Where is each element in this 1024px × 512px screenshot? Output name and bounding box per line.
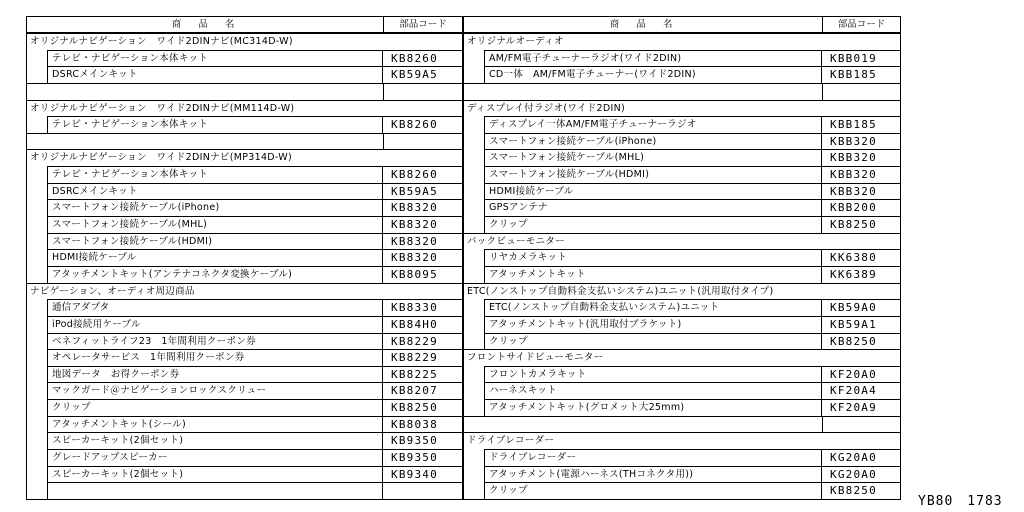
part-code-cell: KB8225 (383, 366, 463, 383)
part-code-cell: KF20A9 (822, 399, 901, 416)
category-label: オリジナルナビゲーション ワイド2DINナビ(MC314D-W) (30, 36, 293, 47)
part-code-cell: KB8207 (383, 382, 463, 399)
table-row (464, 116, 901, 133)
product-name-cell: スマートフォン接続ケーブル(HDMI) (484, 166, 822, 183)
parts-table-right (463, 16, 901, 500)
part-code-cell: KBB320 (822, 183, 901, 200)
product-name-cell: スマートフォン接続ケーブル(iPhone) (484, 133, 822, 150)
category-row (464, 432, 901, 449)
product-name-cell: スピーカーキット(2個セット) (47, 432, 383, 449)
category-row (27, 283, 463, 300)
part-code-cell: KB8038 (383, 416, 463, 433)
header-part-code: 部品コード (384, 17, 463, 32)
product-name-cell: クリップ (484, 333, 822, 350)
product-name-cell: リヤカメラキット (484, 249, 822, 266)
table-row (27, 349, 463, 366)
part-code-cell: KF20A0 (822, 366, 901, 383)
part-code-cell: KBB320 (822, 133, 901, 150)
table-header (27, 16, 463, 33)
category-label: ディスプレイ付ラジオ(ワイド2DIN) (467, 102, 625, 114)
product-name-cell: GPSアンテナ (484, 199, 822, 216)
table-row (464, 249, 901, 266)
table-row (464, 66, 901, 83)
part-code-cell: KB8320 (383, 199, 463, 216)
product-name-cell: スマートフォン接続ケーブル(MHL) (47, 216, 383, 233)
category-row (27, 100, 463, 117)
table-row (464, 216, 901, 233)
part-code-cell: KB8250 (822, 216, 901, 233)
product-name-cell: ベネフィットライフ23 1年間利用クーポン券 (47, 333, 383, 350)
category-label: ETC(ノンストップ自動料金支払いシステム)ユニット(汎用取付タイプ) (467, 285, 774, 297)
table-row (27, 333, 463, 350)
product-name-cell: アタッチメントキット(汎用取付ブラケット) (484, 316, 822, 333)
blank-row (27, 83, 463, 100)
product-name-cell: 地図データ お得クーポン券 (47, 366, 383, 383)
part-code-cell: KB8250 (383, 399, 463, 416)
product-name-cell: DSRCメインキット (47, 183, 383, 200)
table-row (27, 316, 463, 333)
table-row (464, 466, 901, 483)
table-row (27, 116, 463, 133)
part-code-cell: KF20A4 (822, 382, 901, 399)
part-code-cell: KB8320 (383, 249, 463, 266)
blank-row (464, 83, 901, 100)
part-code-cell: KG20A0 (822, 449, 901, 466)
category-row (464, 283, 901, 300)
table-row (464, 166, 901, 183)
left-rows (27, 33, 463, 499)
category-label: オリジナルナビゲーション ワイド2DINナビ(MP314D-W) (30, 152, 292, 164)
product-name-cell: オペレータサービス 1年間利用クーポン券 (47, 349, 383, 366)
table-row (464, 50, 901, 67)
product-name-cell: ディスプレイ一体AM/FM電子チューナーラジオ (484, 116, 822, 133)
table-row (464, 449, 901, 466)
product-name-cell: アタッチメント(電源ハーネス(THコネクタ用)) (484, 466, 822, 483)
product-name-cell: CD一体 AM/FM電子チューナー(ワイド2DIN) (484, 66, 822, 83)
part-code-cell: KB8250 (822, 482, 901, 499)
category-row (464, 233, 901, 250)
product-name-cell: HDMI接続ケーブル (484, 183, 822, 200)
part-code-cell: KBB320 (822, 149, 901, 166)
table-row (464, 333, 901, 350)
part-code-cell: KB8229 (383, 333, 463, 350)
product-name-cell: ドライブレコーダー (484, 449, 822, 466)
table-row (27, 233, 463, 250)
category-row (464, 33, 901, 50)
table-row (464, 366, 901, 383)
category-label: バックビューモニター (467, 235, 566, 247)
product-name-cell: ハーネスキット (484, 382, 822, 399)
table-row (464, 133, 901, 150)
table-row (27, 266, 463, 283)
category-label: フロントサイドビューモニター (467, 352, 604, 364)
blank-row (464, 416, 901, 433)
part-code-cell: KB8330 (383, 299, 463, 316)
part-code-cell: KG20A0 (822, 466, 901, 483)
part-code-cell: KK6380 (822, 249, 901, 266)
part-code-cell: KBB019 (822, 50, 901, 67)
header-part-code: 部品コード (823, 17, 901, 32)
table-row (464, 299, 901, 316)
part-code-cell: KB8095 (383, 266, 463, 283)
category-label: ナビゲーション、オーディオ周辺商品 (30, 285, 195, 297)
category-row (464, 349, 901, 366)
part-code-cell: KBB320 (822, 166, 901, 183)
product-name-cell: スマートフォン接続ケーブル(MHL) (484, 149, 822, 166)
product-name-cell: アタッチメントキット(シール) (47, 416, 383, 433)
table-row (27, 216, 463, 233)
table-row (464, 382, 901, 399)
table-row (464, 199, 901, 216)
product-name-cell: アタッチメントキット (484, 266, 822, 283)
table-row (27, 432, 463, 449)
product-name-cell: アタッチメントキット(アンテナコネクタ変換ケーブル) (47, 266, 383, 283)
part-code-cell: KB59A5 (383, 183, 463, 200)
table-row (27, 199, 463, 216)
table-row (27, 66, 463, 83)
product-name-cell (47, 482, 383, 499)
category-label: オリジナルオーディオ (467, 36, 564, 47)
part-code-cell: KB9340 (383, 466, 463, 483)
part-code-cell: KBB200 (822, 199, 901, 216)
product-name-cell: アタッチメントキット(グロメット大25mm) (484, 399, 822, 416)
category-row (464, 100, 901, 117)
product-name-cell: AM/FM電子チューナーラジオ(ワイド2DIN) (484, 50, 822, 67)
table-row (27, 249, 463, 266)
table-header (464, 16, 901, 33)
part-code-cell: KB8260 (383, 116, 463, 133)
table-row (27, 382, 463, 399)
part-code-cell: KB8320 (383, 233, 463, 250)
part-code-cell: KBB185 (822, 66, 901, 83)
part-code-cell: KB8320 (383, 216, 463, 233)
table-row (27, 449, 463, 466)
product-name-cell: マックガード＠ナビゲーションロックスクリュー (47, 382, 383, 399)
product-name-cell: クリップ (484, 216, 822, 233)
part-code-cell: KB8260 (383, 50, 463, 67)
table-row (27, 482, 463, 499)
right-rows (464, 33, 901, 499)
header-product-name: 商 品 名 (464, 17, 823, 32)
product-name-cell: クリップ (484, 482, 822, 499)
product-name-cell: スマートフォン接続ケーブル(HDMI) (47, 233, 383, 250)
part-code-cell: KB84H0 (383, 316, 463, 333)
part-code-cell: KB9350 (383, 432, 463, 449)
table-row (27, 366, 463, 383)
part-code-cell: KB8250 (822, 333, 901, 350)
category-label: ドライブレコーダー (467, 435, 555, 447)
part-code-cell: KB8260 (383, 166, 463, 183)
category-label: オリジナルナビゲーション ワイド2DINナビ(MM114D-W) (30, 102, 295, 114)
product-name-cell: 通信アダプタ (47, 299, 383, 316)
product-name-cell: HDMI接続ケーブル (47, 249, 383, 266)
blank-row (27, 133, 463, 150)
product-name-cell: ETC(ノンストップ自動料金支払いシステム)ユニット (484, 299, 822, 316)
part-code-cell: KB59A0 (822, 299, 901, 316)
header-product-name: 商 品 名 (27, 17, 384, 32)
table-row (27, 416, 463, 433)
table-row (464, 399, 901, 416)
part-code-cell: KB59A5 (383, 66, 463, 83)
table-row (464, 183, 901, 200)
part-code-cell: KB8229 (383, 349, 463, 366)
product-name-cell: iPod接続用ケーブル (47, 316, 383, 333)
part-code-cell (383, 482, 463, 499)
parts-table-left (26, 16, 463, 500)
product-name-cell: DSRCメインキット (47, 66, 383, 83)
table-row (27, 466, 463, 483)
part-code-cell: KB9350 (383, 449, 463, 466)
part-code-cell: KBB185 (822, 116, 901, 133)
table-row (27, 166, 463, 183)
product-name-cell: グレードアップスピーカー (47, 449, 383, 466)
product-name-cell: スピーカーキット(2個セット) (47, 466, 383, 483)
table-row (464, 266, 901, 283)
table-row (27, 50, 463, 67)
table-row (27, 399, 463, 416)
table-row (464, 149, 901, 166)
table-row (464, 316, 901, 333)
product-name-cell: クリップ (47, 399, 383, 416)
product-name-cell: スマートフォン接続ケーブル(iPhone) (47, 199, 383, 216)
product-name-cell: テレビ・ナビゲーション本体キット (47, 166, 383, 183)
table-row (464, 482, 901, 499)
table-row (27, 299, 463, 316)
category-row (27, 33, 463, 50)
category-row (27, 149, 463, 166)
product-name-cell: フロントカメラキット (484, 366, 822, 383)
part-code-cell: KK6389 (822, 266, 901, 283)
product-name-cell: テレビ・ナビゲーション本体キット (47, 116, 383, 133)
part-code-cell: KB59A1 (822, 316, 901, 333)
product-name-cell: テレビ・ナビゲーション本体キット (47, 50, 383, 67)
document-id: YB80 1783 (918, 494, 1003, 509)
table-row (27, 183, 463, 200)
